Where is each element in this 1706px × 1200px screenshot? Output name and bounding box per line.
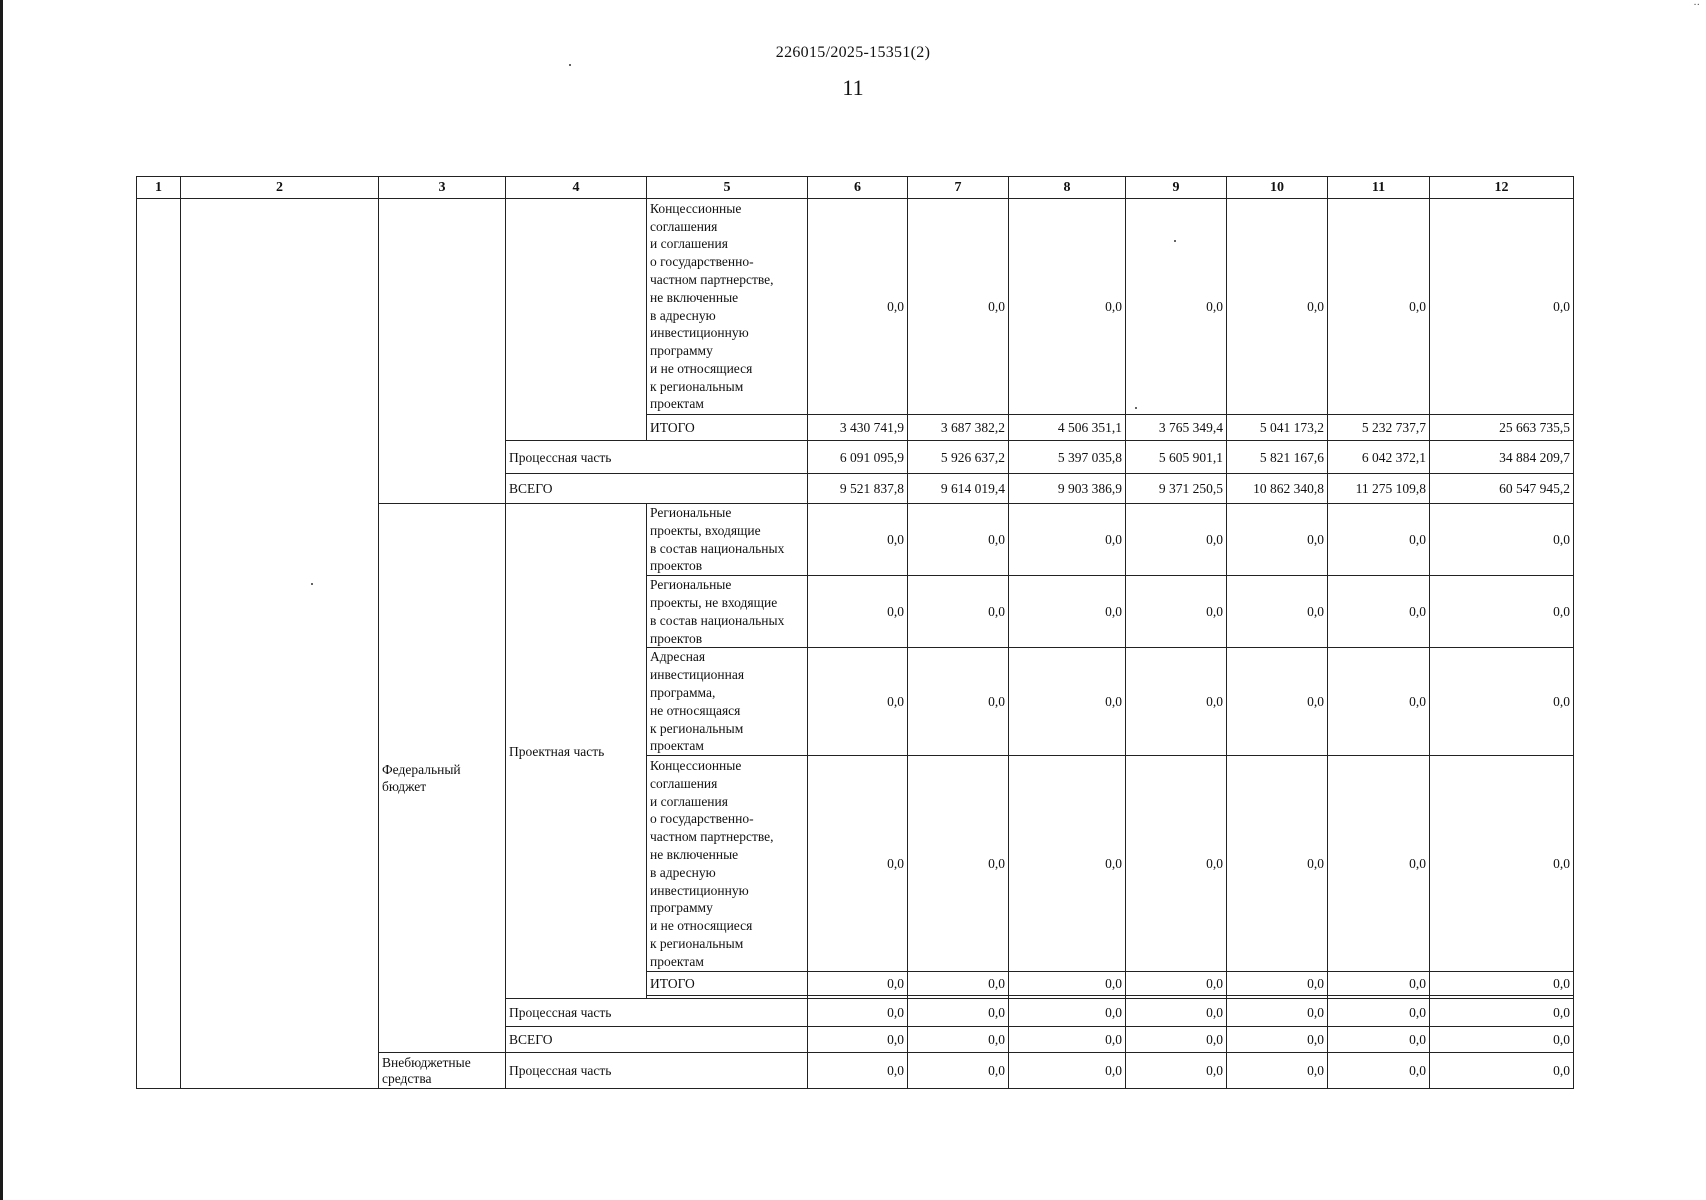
header-row xyxy=(137,177,1574,199)
label-line: проектов xyxy=(650,558,703,574)
value-cell: 3 765 349,4 xyxy=(1126,415,1227,441)
column-header: 7 xyxy=(908,177,1009,199)
value-cell: 0,0 xyxy=(1009,1053,1126,1089)
value-cell: 10 862 340,8 xyxy=(1227,474,1328,504)
column-header: 4 xyxy=(506,177,647,199)
value-cell: 0,0 xyxy=(1126,648,1227,756)
value-cell: 0,0 xyxy=(1328,1053,1430,1089)
value-cell: 0,0 xyxy=(1430,756,1574,972)
concession-label xyxy=(647,756,808,972)
value-cell: 9 371 250,5 xyxy=(1126,474,1227,504)
value-cell: 60 547 945,2 xyxy=(1430,474,1574,504)
value-cell: 0,0 xyxy=(908,199,1009,415)
label-line: к региональным xyxy=(650,936,744,952)
value-cell: 0,0 xyxy=(908,756,1009,972)
label-line: в состав национальных xyxy=(650,612,785,628)
label-line: инвестиционную xyxy=(650,882,749,898)
budget-table xyxy=(136,176,1574,1089)
value-cell: 0,0 xyxy=(908,1027,1009,1053)
itogo-label: ИТОГО xyxy=(647,972,808,996)
label-line: в состав национальных xyxy=(650,540,785,556)
value-cell: 5 041 173,2 xyxy=(1227,415,1328,441)
regional-out-label xyxy=(647,576,808,648)
value-cell: 0,0 xyxy=(1126,972,1227,996)
value-cell: 3 430 741,9 xyxy=(808,415,908,441)
column-header: 9 xyxy=(1126,177,1227,199)
process-part-label: Процессная часть xyxy=(506,441,808,474)
document-number: 226015/2025-15351(2) xyxy=(775,44,931,61)
value-cell: 9 903 386,9 xyxy=(1009,474,1126,504)
value-cell: 0,0 xyxy=(1328,756,1430,972)
value-cell: 0,0 xyxy=(1328,999,1430,1027)
itogo-label: ИТОГО xyxy=(647,415,808,441)
aip-label xyxy=(647,648,808,756)
label-line: Региональные xyxy=(650,577,732,593)
value-cell: 5 821 167,6 xyxy=(1227,441,1328,474)
offbudget-label: Внебюджетные средства xyxy=(379,1053,506,1089)
process-part-label: Процессная часть xyxy=(506,999,808,1027)
value-cell: 0,0 xyxy=(1227,1053,1328,1089)
cell-col1 xyxy=(137,199,181,1089)
value-cell: 0,0 xyxy=(808,972,908,996)
value-cell: 0,0 xyxy=(1227,199,1328,415)
page-number: 11 xyxy=(842,75,864,100)
value-cell: 0,0 xyxy=(908,972,1009,996)
value-cell: 6 091 095,9 xyxy=(808,441,908,474)
value-cell: 0,0 xyxy=(908,999,1009,1027)
value-cell: 0,0 xyxy=(1227,648,1328,756)
value-cell: 25 663 735,5 xyxy=(1430,415,1574,441)
value-cell: 0,0 xyxy=(1328,504,1430,576)
value-cell: 11 275 109,8 xyxy=(1328,474,1430,504)
column-header: 10 xyxy=(1227,177,1328,199)
value-cell: 0,0 xyxy=(1227,576,1328,648)
label-line: Региональные xyxy=(650,505,732,520)
column-header: 3 xyxy=(379,177,506,199)
value-cell: 5 926 637,2 xyxy=(908,441,1009,474)
value-cell: 9 521 837,8 xyxy=(808,474,908,504)
column-header: 1 xyxy=(137,177,181,199)
value-cell: 0,0 xyxy=(1430,1027,1574,1053)
value-cell: 0,0 xyxy=(1009,999,1126,1027)
value-cell: 0,0 xyxy=(908,576,1009,648)
label-line: инвестиционная xyxy=(650,667,745,683)
label-line: проекты, не входящие xyxy=(650,594,778,610)
value-cell: 0,0 xyxy=(1430,648,1574,756)
value-cell: 0,0 xyxy=(808,1053,908,1089)
label-line: проектов xyxy=(650,630,703,646)
value-cell: 0,0 xyxy=(1009,648,1126,756)
label-line: инвестиционную xyxy=(650,325,749,341)
value-cell: 6 042 372,1 xyxy=(1328,441,1430,474)
project-part-label: Проектная часть xyxy=(506,504,647,999)
value-cell: 0,0 xyxy=(908,504,1009,576)
cell-col3-upper xyxy=(379,199,506,504)
label-line: соглашения xyxy=(650,775,718,791)
value-cell: 0,0 xyxy=(1009,504,1126,576)
value-cell: 0,0 xyxy=(1009,199,1126,415)
column-header: 6 xyxy=(808,177,908,199)
value-cell: 0,0 xyxy=(1009,972,1126,996)
value-cell: 0,0 xyxy=(908,1053,1009,1089)
value-cell: 0,0 xyxy=(808,199,908,415)
label-line: проектам xyxy=(650,738,704,754)
value-cell: 0,0 xyxy=(1227,504,1328,576)
value-cell: 5 232 737,7 xyxy=(1328,415,1430,441)
value-cell: 0,0 xyxy=(1126,1027,1227,1053)
value-cell: 0,0 xyxy=(1328,199,1430,415)
value-cell: 5 397 035,8 xyxy=(1009,441,1126,474)
value-cell: 0,0 xyxy=(1430,1053,1574,1089)
value-cell: 0,0 xyxy=(1009,1027,1126,1053)
value-cell: 0,0 xyxy=(1328,972,1430,996)
label-line: проектам xyxy=(650,953,704,969)
column-header: 11 xyxy=(1328,177,1430,199)
value-cell: 0,0 xyxy=(908,648,1009,756)
value-cell: 5 605 901,1 xyxy=(1126,441,1227,474)
value-cell: 0,0 xyxy=(808,999,908,1027)
label-line: и не относящиеся xyxy=(650,360,753,376)
value-cell: 0,0 xyxy=(1126,1053,1227,1089)
value-cell: 0,0 xyxy=(1328,576,1430,648)
total-label: ВСЕГО xyxy=(506,474,808,504)
label-line: не включенные xyxy=(650,847,739,863)
value-cell: 0,0 xyxy=(808,504,908,576)
value-cell: 0,0 xyxy=(1430,576,1574,648)
column-header: 8 xyxy=(1009,177,1126,199)
federal-budget-label: Федеральный бюджет xyxy=(379,504,506,1053)
value-cell: 0,0 xyxy=(1126,576,1227,648)
label-line: о государственно- xyxy=(650,811,754,827)
label-line: Концессионные xyxy=(650,200,742,216)
scan-corner-mark: ·· xyxy=(1693,0,1700,11)
scan-speck xyxy=(569,64,571,66)
table-row xyxy=(137,199,1574,415)
value-cell: 0,0 xyxy=(1328,1027,1430,1053)
process-part-label: Процессная часть xyxy=(506,1053,808,1089)
label-line: в адресную xyxy=(650,864,716,880)
value-cell: 9 614 019,4 xyxy=(908,474,1009,504)
label-line: проектам xyxy=(650,396,704,412)
label-line: соглашения xyxy=(650,218,718,234)
scan-edge-line xyxy=(0,0,3,1200)
label-line: о государственно- xyxy=(650,254,754,270)
column-header: 5 xyxy=(647,177,808,199)
label-line: не включенные xyxy=(650,289,739,305)
value-cell: 0,0 xyxy=(1126,504,1227,576)
value-cell: 0,0 xyxy=(1227,999,1328,1027)
value-cell: 0,0 xyxy=(1430,999,1574,1027)
total-label: ВСЕГО xyxy=(506,1027,808,1053)
value-cell: 0,0 xyxy=(1430,199,1574,415)
regional-in-label xyxy=(647,504,808,576)
label-line: программу xyxy=(650,900,713,916)
value-cell: 0,0 xyxy=(1227,756,1328,972)
value-cell: 4 506 351,1 xyxy=(1009,415,1126,441)
value-cell: 0,0 xyxy=(808,756,908,972)
value-cell: 0,0 xyxy=(1328,648,1430,756)
label-line: частном партнерстве, xyxy=(650,829,774,845)
cell-col4-upper xyxy=(506,199,647,441)
value-cell: 0,0 xyxy=(1009,576,1126,648)
value-cell: 0,0 xyxy=(1227,1027,1328,1053)
label-line: и не относящиеся xyxy=(650,918,753,934)
label-line: Концессионные xyxy=(650,758,742,774)
value-cell: 3 687 382,2 xyxy=(908,415,1009,441)
cell-col2 xyxy=(181,199,379,1089)
value-cell: 0,0 xyxy=(1126,999,1227,1027)
label-line: к региональным xyxy=(650,720,744,736)
value-cell: 0,0 xyxy=(1126,756,1227,972)
label-line: частном партнерстве, xyxy=(650,271,774,287)
label-line: и соглашения xyxy=(650,793,728,809)
label-line: к региональным xyxy=(650,378,744,394)
label-line: не относящаяся xyxy=(650,702,741,718)
value-cell: 0,0 xyxy=(808,576,908,648)
label-line: программу xyxy=(650,343,713,359)
column-header: 2 xyxy=(181,177,379,199)
column-header: 12 xyxy=(1430,177,1574,199)
value-cell: 0,0 xyxy=(808,1027,908,1053)
value-cell: 0,0 xyxy=(1009,756,1126,972)
value-cell: 0,0 xyxy=(1430,504,1574,576)
label-line: в адресную xyxy=(650,307,716,323)
label-line: Адресная xyxy=(650,649,706,665)
concession-label xyxy=(647,199,808,415)
value-cell: 34 884 209,7 xyxy=(1430,441,1574,474)
value-cell: 0,0 xyxy=(1126,199,1227,415)
value-cell: 0,0 xyxy=(808,648,908,756)
label-line: и соглашения xyxy=(650,236,728,252)
label-line: проекты, входящие xyxy=(650,522,761,538)
label-line: программа, xyxy=(650,685,716,701)
value-cell: 0,0 xyxy=(1227,972,1328,996)
value-cell: 0,0 xyxy=(1430,972,1574,996)
